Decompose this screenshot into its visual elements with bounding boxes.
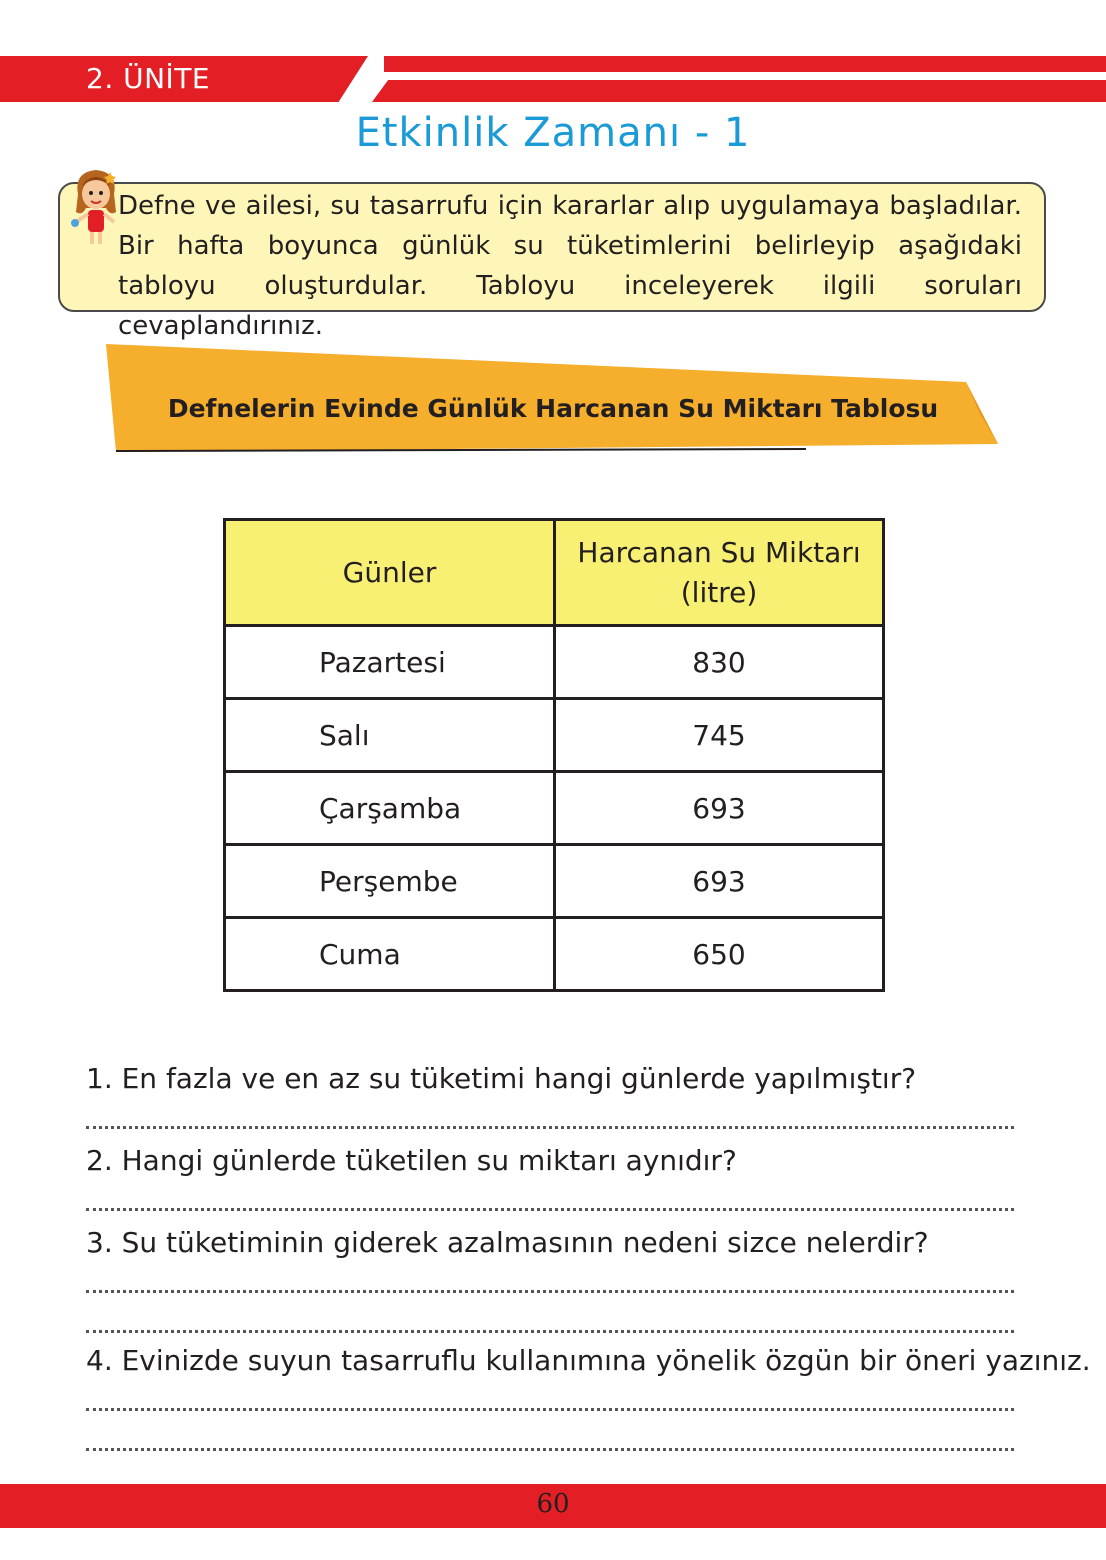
table-cell-day: Çarşamba [225, 772, 555, 845]
column-header-days: Günler [225, 520, 555, 626]
water-consumption-table [223, 518, 885, 992]
table-row [225, 845, 884, 918]
table-cell-amount: 693 [555, 772, 884, 845]
table-cell-amount: 830 [555, 626, 884, 699]
table-row [225, 772, 884, 845]
page-number: 60 [536, 1489, 570, 1519]
question-2: 2. Hangi günlerde tüketilen su miktarı aynıdır? [86, 1144, 737, 1177]
question-3: 3. Su tüketiminin giderek azalmasının nedeni sizce nelerdir? [86, 1226, 929, 1259]
answer-line-1[interactable] [86, 1126, 1014, 1129]
table-row [225, 626, 884, 699]
table-cell-day: Perşembe [225, 845, 555, 918]
answer-line-2[interactable] [86, 1208, 1014, 1211]
table-cell-day: Pazartesi [225, 626, 555, 699]
column-header-amount [555, 520, 884, 626]
table-row [225, 699, 884, 772]
column-header-amount-label: Harcanan Su Miktarı [577, 535, 861, 569]
answer-line-4a[interactable] [86, 1408, 1014, 1411]
question-1: 1. En fazla ve en az su tüketimi hangi günlerde yapılmıştır? [86, 1062, 917, 1095]
unit-label: 2. ÜNİTE [86, 62, 211, 95]
girl-illustration-icon [66, 164, 126, 248]
table-cell-amount: 650 [555, 918, 884, 991]
answer-line-3a[interactable] [86, 1290, 1014, 1293]
table-cell-amount: 745 [555, 699, 884, 772]
table-title: Defnelerin Evinde Günlük Harcanan Su Miktarı Tablosu [167, 394, 939, 423]
activity-title: Etkinlik Zamanı - 1 [355, 110, 751, 156]
header-stripe-top [384, 56, 1106, 72]
table-cell-day: Cuma [225, 918, 555, 991]
table-row [225, 918, 884, 991]
column-header-amount-unit: (litre) [680, 575, 758, 609]
table-header-row [225, 520, 884, 626]
table-cell-amount: 693 [555, 845, 884, 918]
header-stripe-bottom [372, 80, 1106, 102]
answer-line-3b[interactable] [86, 1330, 1014, 1333]
answer-line-4b[interactable] [86, 1448, 1014, 1451]
question-4: 4. Evinizde suyun tasarruflu kullanımına yönelik özgün bir öneri yazınız. [86, 1344, 1091, 1377]
intro-text: Defne ve ailesi, su tasarrufu için kararlar alıp uygulamaya başladılar. Bir hafta boyunca günlük su tüketimlerini belirleyip aşağıdaki tabloyu oluşturdular. Tabloyu inceleyerek ilgili soruları cevaplandırınız. [118, 191, 1022, 341]
table-cell-day: Salı [225, 699, 555, 772]
